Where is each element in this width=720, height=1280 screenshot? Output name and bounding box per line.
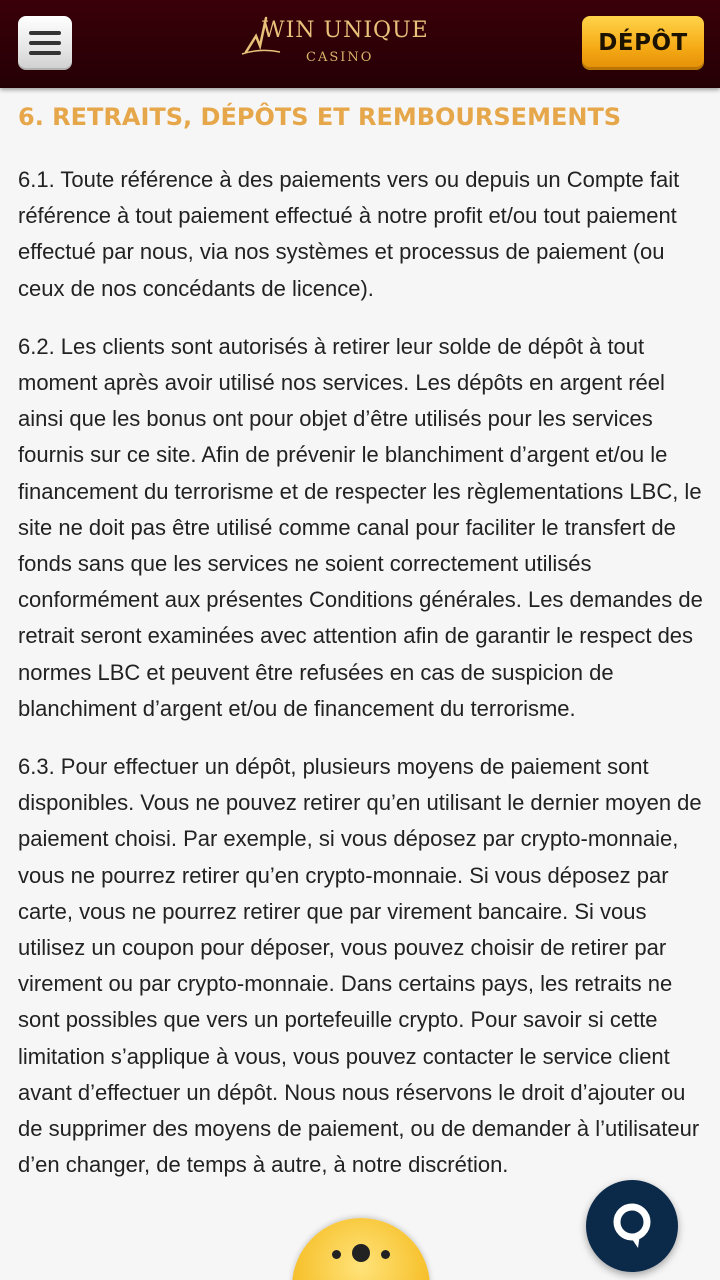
chat-bubble-icon xyxy=(608,1200,656,1252)
typing-dot xyxy=(332,1250,341,1259)
paragraph-6-2: 6.2. Les clients sont autorisés à retirer leur solde de dépôt à tout moment après avoir utilisé nos services. Les dépôts en argent réel ainsi que les bonus ont pour objet d’être utilisés pour les services fournis sur ce site. Afin de prévenir le blanchiment d’argent et/ou le financement du terrorisme et de respecter les règlementations LBC, le site ne doit pas être utilisé comme canal pour faciliter le transfert de fonds sans que les services ne soient correctement utilisés conformément aux présentes Conditions générales. Les demandes de retrait seront examinées avec attention afin de garantir le respect des normes LBC et peuvent être refusées en cas de suspicion de blanchiment d’argent et/ou de financement du terrorisme. xyxy=(18,333,703,721)
menu-bar xyxy=(29,51,61,55)
deposit-button[interactable]: DÉPÔT xyxy=(582,16,704,70)
logo-text: WIN UNIQUE xyxy=(262,18,429,43)
logo-subtext: CASINO xyxy=(306,50,374,65)
menu-bar xyxy=(29,41,61,45)
casino-logo[interactable] xyxy=(240,12,429,74)
top-header xyxy=(0,0,720,88)
section-title: 6. RETRAITS, DÉPÔTS ET REMBOURSEMENTS xyxy=(18,103,622,131)
live-chat-button[interactable] xyxy=(586,1180,678,1272)
menu-bar xyxy=(29,31,61,35)
typing-dot xyxy=(381,1250,390,1259)
paragraph-6-3: 6.3. Pour effectuer un dépôt, plusieurs moyens de paiement sont disponibles. Vous ne pouvez retirer qu’en utilisant le dernier moyen de paiement choisi. Par exemple, si vous déposez par crypto-monnaie, vous ne pourrez retirer qu’en crypto-monnaie. Si vous déposez par carte, vous ne pourrez retirer que par virement bancaire. Si vous utilisez un coupon pour déposer, vous pouvez choisir de retirer par virement ou par crypto-monnaie. Dans certains pays, les retraits ne sont possibles que vers un portefeuille crypto. Pour savoir si cette limitation s’applique à vous, vous pouvez contacter le service client avant d’effectuer un dépôt. Nous nous réservons le droit d’ajouter ou de supprimer des moyens de paiement, ou de demander à l’utilisateur d’en changer, de temps à autre, à notre discrétion. xyxy=(18,754,702,1178)
terms-content xyxy=(18,100,708,1205)
hamburger-menu-button[interactable] xyxy=(18,16,72,70)
typing-dot xyxy=(352,1244,370,1262)
paragraph-6-1: 6.1. Toute référence à des paiements vers ou depuis un Compte fait référence à tout paiement effectué à notre profit et/ou tout paiement effectué par nous, via nos systèmes et processus de paiement (ou ceux de nos concédants de licence). xyxy=(18,167,680,301)
emoji-widget-button[interactable] xyxy=(292,1218,430,1280)
